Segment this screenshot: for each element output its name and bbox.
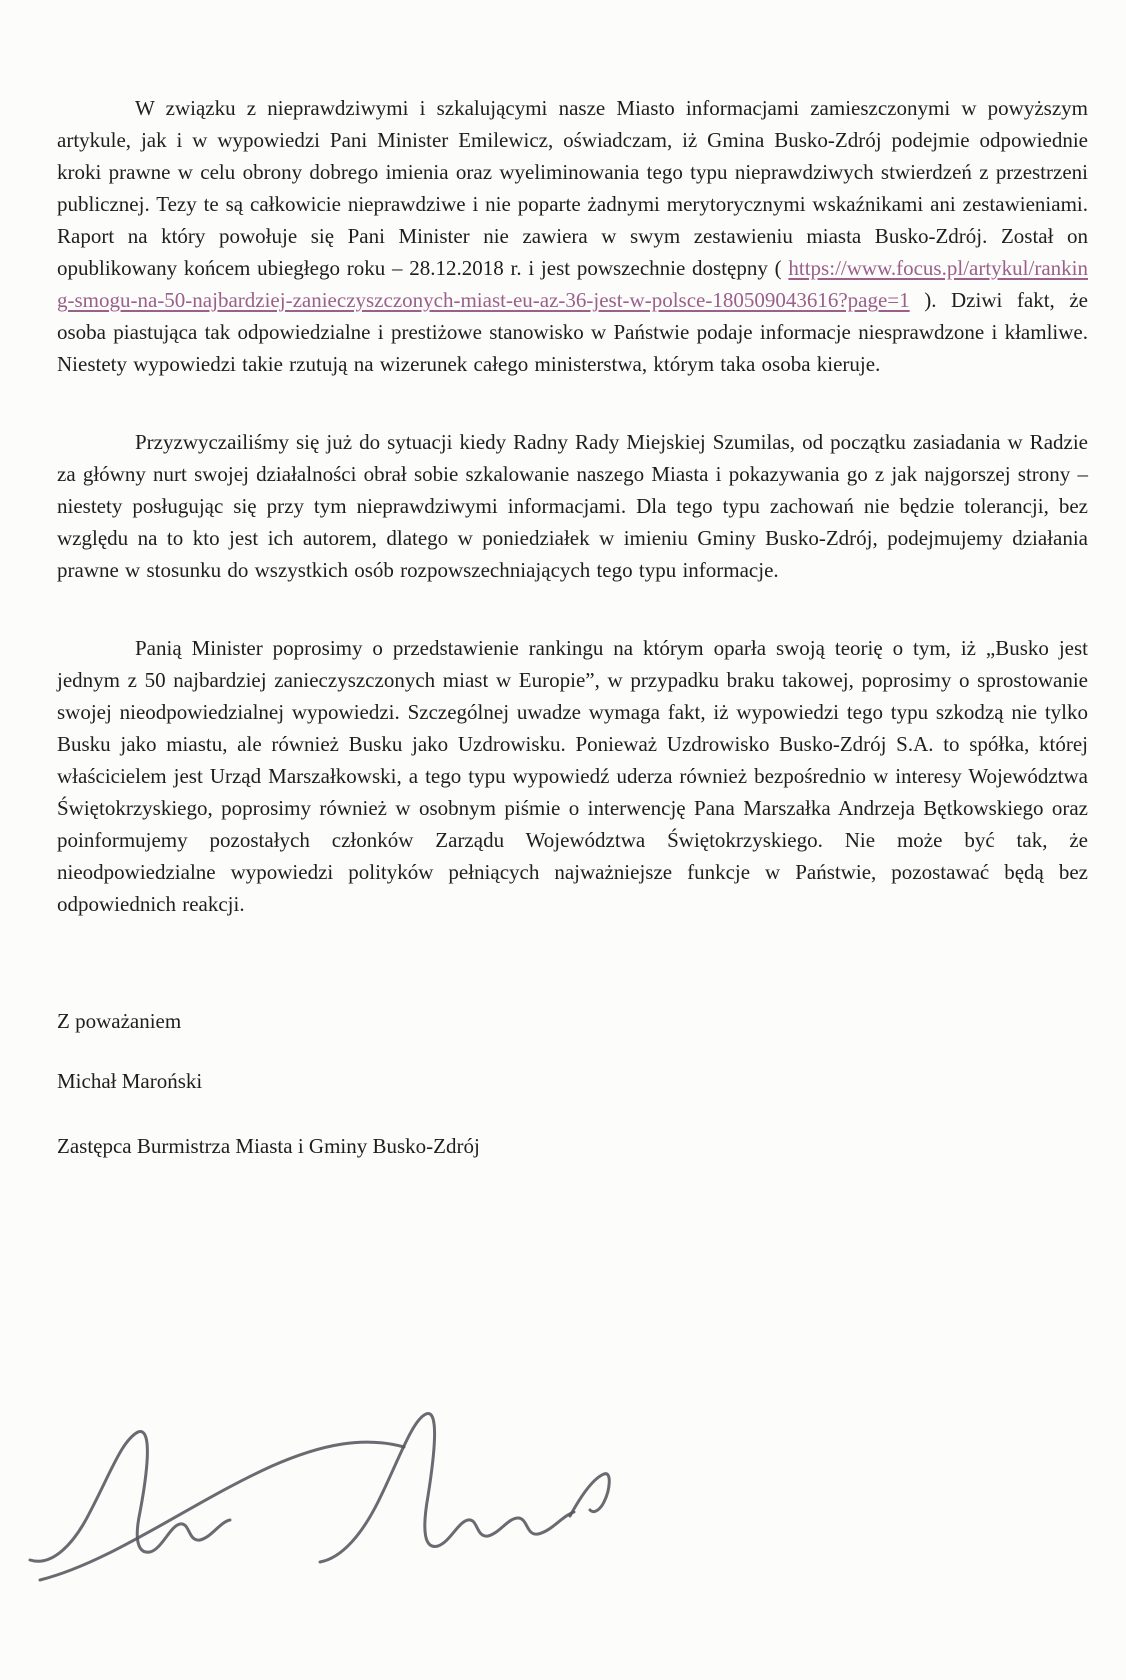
signature-image <box>22 1392 632 1602</box>
letter-body <box>57 92 1088 1162</box>
paragraph-3: Panią Minister poprosimy o przedstawienie rankingu na którym oparła swoją teorię o tym, iż „Busko jest jednym z 50 najbardziej zanieczyszczonych miast w Europie”, w przypadku braku takowej, poprosimy o sprostowanie swojej nieodpowiedzialnej wypowiedzi. Szczególnej uwadze wymaga fakt, iż wypowiedzi tego typu szkodzą nie tylko Busku jako miastu, ale również Busku jako Uzdrowisku. Ponieważ Uzdrowisko Busko-Zdrój S.A. to spółka, której właścicielem jest Urząd Marszałkowski, a tego typu wypowiedź uderza również bezpośrednio w interesy Województwa Świętokrzyskiego, poprosimy również w osobnym piśmie o interwencję Pana Marszałka Andrzeja Bętkowskiego oraz poinformujemy pozostałych członków Zarządu Województwa Świętokrzyskiego. Nie może być tak, że nieodpowiedzialne wypowiedzi polityków pełniących najważniejsze funkcje w Państwie, pozostawać będą bez odpowiednich reakcji. <box>57 636 1088 916</box>
paragraph-1-text-after-link: ). Dziwi fakt, że osoba piastująca tak odpowiedzialne i prestiżowe stanowisko w Państwie podaje informacje niesprawdzone i kłamliwe. Niestety wypowiedzi takie rzutują na wizerunek całego ministerstwa, którym taka osoba kieruje. <box>57 288 1088 376</box>
signature-stroke-4 <box>570 1474 609 1516</box>
signature-stroke-1 <box>30 1432 230 1562</box>
signer-title: Zastępca Burmistrza Miasta i Gminy Busko-Zdrój <box>57 1134 480 1158</box>
focus-article-link[interactable]: https://www.focus.pl/artykul/ranking-smogu-na-50-najbardziej-zanieczyszczonych-miast-eu-az-36-jest-w-polsce-180509043616?page=1 <box>57 256 1088 312</box>
signer-name: Michał Maroński <box>57 1069 203 1093</box>
paragraph-1 <box>57 92 1088 380</box>
closing-salutation: Z poważaniem <box>57 1009 182 1033</box>
paragraph-2: Przyzwyczailiśmy się już do sytuacji kiedy Radny Rady Miejskiej Szumilas, od początku zasiadania w Radzie za główny nurt swojej działalności obrał sobie szkalowanie naszego Miasta i pokazywania go z jak najgorszej strony – niestety posługując się przy tym nieprawdziwymi informacjami. Dla tego typu zachowań nie będzie tolerancji, bez względu na to kto jest ich autorem, dlatego w poniedziałek w imieniu Gminy Busko-Zdrój, podejmujemy działania prawne w stosunku do wszystkich osób rozpowszechniających tego typu informacje. <box>57 430 1088 582</box>
signature-stroke-3 <box>320 1414 574 1562</box>
signature-stroke-2 <box>40 1442 404 1580</box>
paragraph-1-text-before-link: W związku z nieprawdziwymi i szkalującymi nasze Miasto informacjami zamieszczonymi w powyższym artykule, jak i w wypowiedzi Pani Minister Emilewicz, oświadczam, iż Gmina Busko-Zdrój podejmie odpowiednie kroki prawne w celu obrony dobrego imienia oraz wyeliminowania tego typu nieprawdziwych stwierdzeń z przestrzeni publicznej. Tezy te są całkowicie nieprawdziwe i nie poparte żadnymi merytorycznymi wskaźnikami ani zestawieniami. Raport na który powołuje się Pani Minister nie zawiera w swym zestawieniu miasta Busko-Zdrój. Został on opublikowany końcem ubiegłego roku – 28.12.2018 r. i jest powszechnie dostępny ( <box>57 96 1088 280</box>
